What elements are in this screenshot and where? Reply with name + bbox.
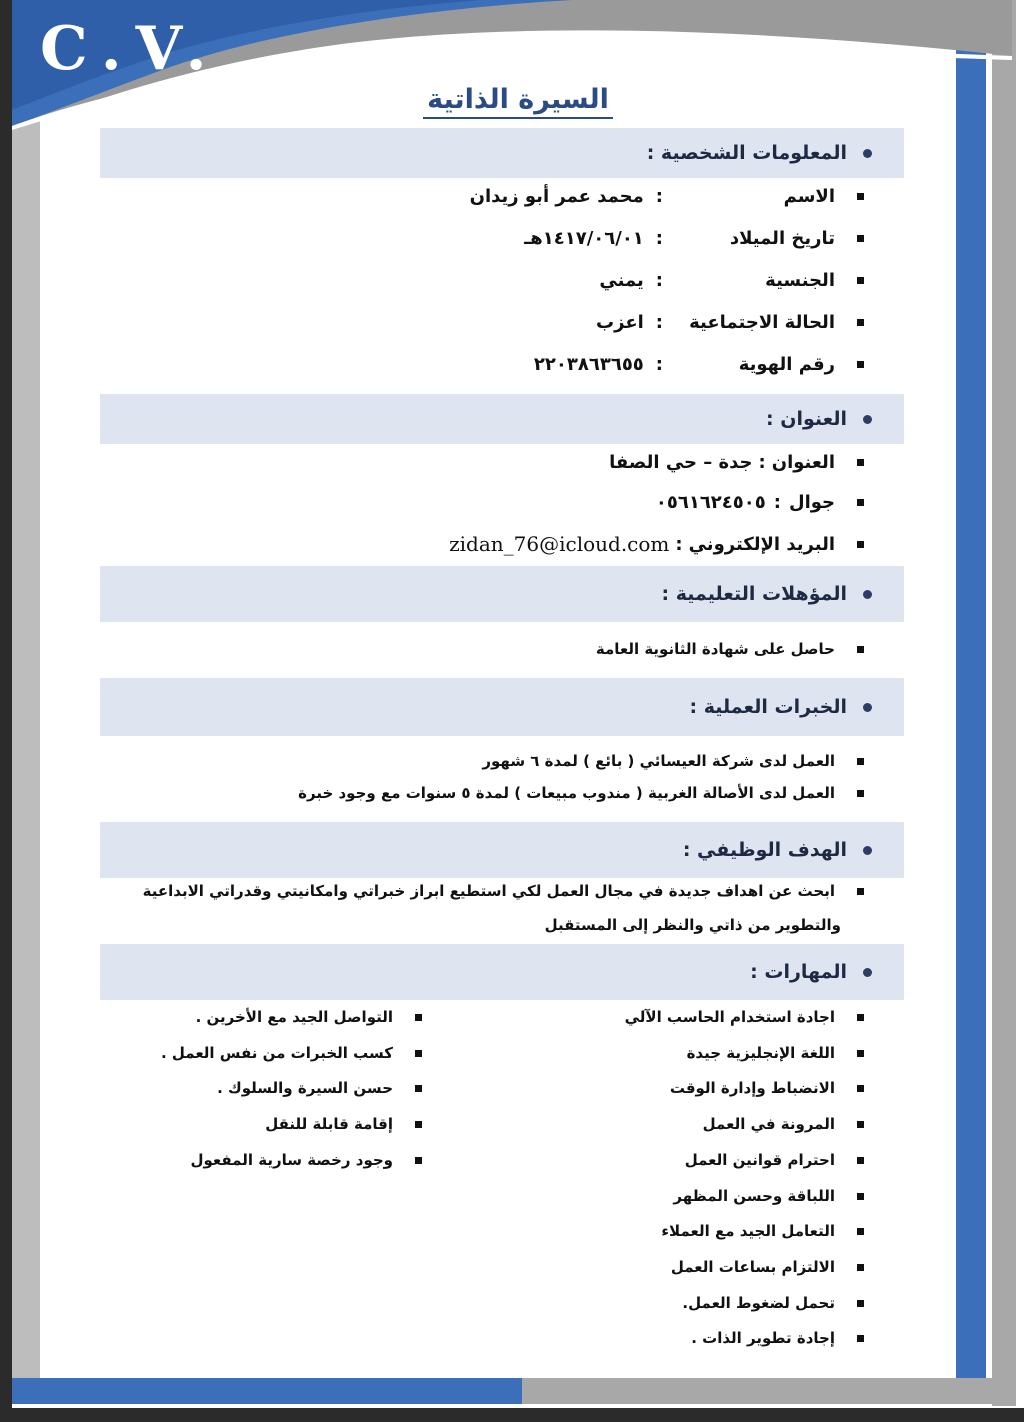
- personal-row-marital-status: الحالة الاجتماعية : اعزب: [596, 312, 864, 333]
- section-bullet-icon: [863, 703, 872, 712]
- bullet-icon: [857, 1335, 864, 1342]
- bullet-icon: [857, 1121, 864, 1128]
- experience-item: العمل لدى الأصالة الغربية ( مندوب مبيعات ) لمدة ٥ سنوات مع وجود خبرة: [298, 784, 864, 802]
- frame-bottom-grey-stripe: [522, 1378, 992, 1404]
- page-edge-left: [0, 0, 12, 1422]
- section-bullet-icon: [863, 590, 872, 599]
- section-personal-info: [100, 128, 904, 178]
- bullet-icon: [857, 1193, 864, 1200]
- bullet-icon: [857, 888, 864, 895]
- bullet-icon: [415, 1121, 422, 1128]
- address-mobile: جوال : ٠٥٦١٦٢٤٥٠٥: [656, 492, 864, 513]
- bullet-icon: [857, 1264, 864, 1271]
- bullet-icon: [857, 235, 864, 242]
- skill-item: اجادة استخدام الحاسب الآلي: [625, 1008, 864, 1026]
- skill-item: كسب الخبرات من نفس العمل .: [161, 1044, 422, 1062]
- section-bullet-icon: [863, 968, 872, 977]
- skill-item: اللغة الإنجليزية جيدة: [687, 1044, 864, 1062]
- section-heading: العنوان :: [766, 408, 847, 430]
- skill-item: إقامة قابلة للنقل: [265, 1115, 422, 1133]
- skill-item: الانضباط وإدارة الوقت: [670, 1079, 864, 1097]
- frame-left-stripe: [12, 120, 40, 1378]
- section-bullet-icon: [863, 149, 872, 158]
- bullet-icon: [415, 1014, 422, 1021]
- frame-bottom-blue-stripe: [12, 1378, 522, 1404]
- address-location: العنوان : جدة – حي الصفا: [609, 452, 864, 473]
- skill-item: التعامل الجيد مع العملاء: [661, 1222, 864, 1240]
- objective-text-continued: والتطوير من ذاتي والنظر إلى المستقبل: [544, 916, 841, 934]
- personal-row-birthdate: تاريخ الميلاد : ١٤١٧/٠٦/٠١هـ: [524, 228, 864, 249]
- skill-item: الالتزام بساعات العمل: [671, 1258, 864, 1276]
- personal-row-name: الاسم : محمد عمر أبو زيدان: [470, 186, 864, 207]
- section-heading: الهدف الوظيفي :: [682, 839, 847, 861]
- bullet-icon: [415, 1085, 422, 1092]
- bullet-icon: [857, 758, 864, 765]
- frame-right-grey-stripe: [992, 0, 1016, 1406]
- experience-item: العمل لدى شركة العيسائي ( بائع ) لمدة ٦ شهور: [482, 752, 864, 770]
- personal-row-id-number: رقم الهوية : ٢٢٠٣٨٦٣٦٥٥: [534, 354, 864, 375]
- address-email: البريد الإلكتروني : zidan_76@icloud.com: [449, 532, 864, 556]
- bullet-icon: [415, 1157, 422, 1164]
- page-title: السيرة الذاتية: [0, 84, 1024, 115]
- bullet-icon: [857, 1050, 864, 1057]
- email-link[interactable]: zidan_76@icloud.com: [449, 532, 670, 556]
- section-heading: المعلومات الشخصية :: [646, 142, 847, 164]
- bullet-icon: [857, 1300, 864, 1307]
- skill-item: وجود رخصة سارية المفعول: [191, 1151, 423, 1169]
- section-objective: [100, 822, 904, 878]
- bullet-icon: [857, 1157, 864, 1164]
- bullet-icon: [857, 1014, 864, 1021]
- section-heading: المؤهلات التعليمية :: [661, 583, 847, 605]
- bullet-icon: [857, 541, 864, 548]
- skill-item: إجادة تطوير الذات .: [691, 1329, 864, 1347]
- personal-row-nationality: الجنسية : يمني: [599, 270, 864, 291]
- section-heading: المهارات :: [750, 961, 847, 983]
- section-bullet-icon: [863, 415, 872, 424]
- bullet-icon: [415, 1050, 422, 1057]
- skill-item: احترام قوانين العمل: [685, 1151, 864, 1169]
- bullet-icon: [857, 361, 864, 368]
- bullet-icon: [857, 646, 864, 653]
- skill-item: التواصل الجيد مع الأخرين .: [196, 1008, 422, 1026]
- bullet-icon: [857, 277, 864, 284]
- bullet-icon: [857, 790, 864, 797]
- cv-logo: C.V.: [40, 14, 221, 84]
- page-edge-bottom: [0, 1408, 1024, 1422]
- section-skills: [100, 944, 904, 1000]
- section-education: [100, 566, 904, 622]
- skill-item: المرونة في العمل: [703, 1115, 864, 1133]
- education-item: حاصل على شهادة الثانوية العامة: [596, 640, 864, 658]
- section-bullet-icon: [863, 846, 872, 855]
- bullet-icon: [857, 1228, 864, 1235]
- objective-text: ابحث عن اهداف جديدة في مجال العمل لكي استطيع ابراز خبراتي وامكانيتي وقدراتي الابداعية: [143, 882, 864, 900]
- section-heading: الخبرات العملية :: [689, 696, 847, 718]
- bullet-icon: [857, 1085, 864, 1092]
- bullet-icon: [857, 459, 864, 466]
- bullet-icon: [857, 499, 864, 506]
- frame-right-blue-stripe: [956, 0, 986, 1380]
- section-address: [100, 394, 904, 444]
- skill-item: اللباقة وحسن المظهر: [673, 1187, 864, 1205]
- bullet-icon: [857, 193, 864, 200]
- skill-item: حسن السيرة والسلوك .: [217, 1079, 422, 1097]
- section-experience: [100, 678, 904, 736]
- skill-item: تحمل لضغوط العمل.: [682, 1294, 864, 1312]
- bullet-icon: [857, 319, 864, 326]
